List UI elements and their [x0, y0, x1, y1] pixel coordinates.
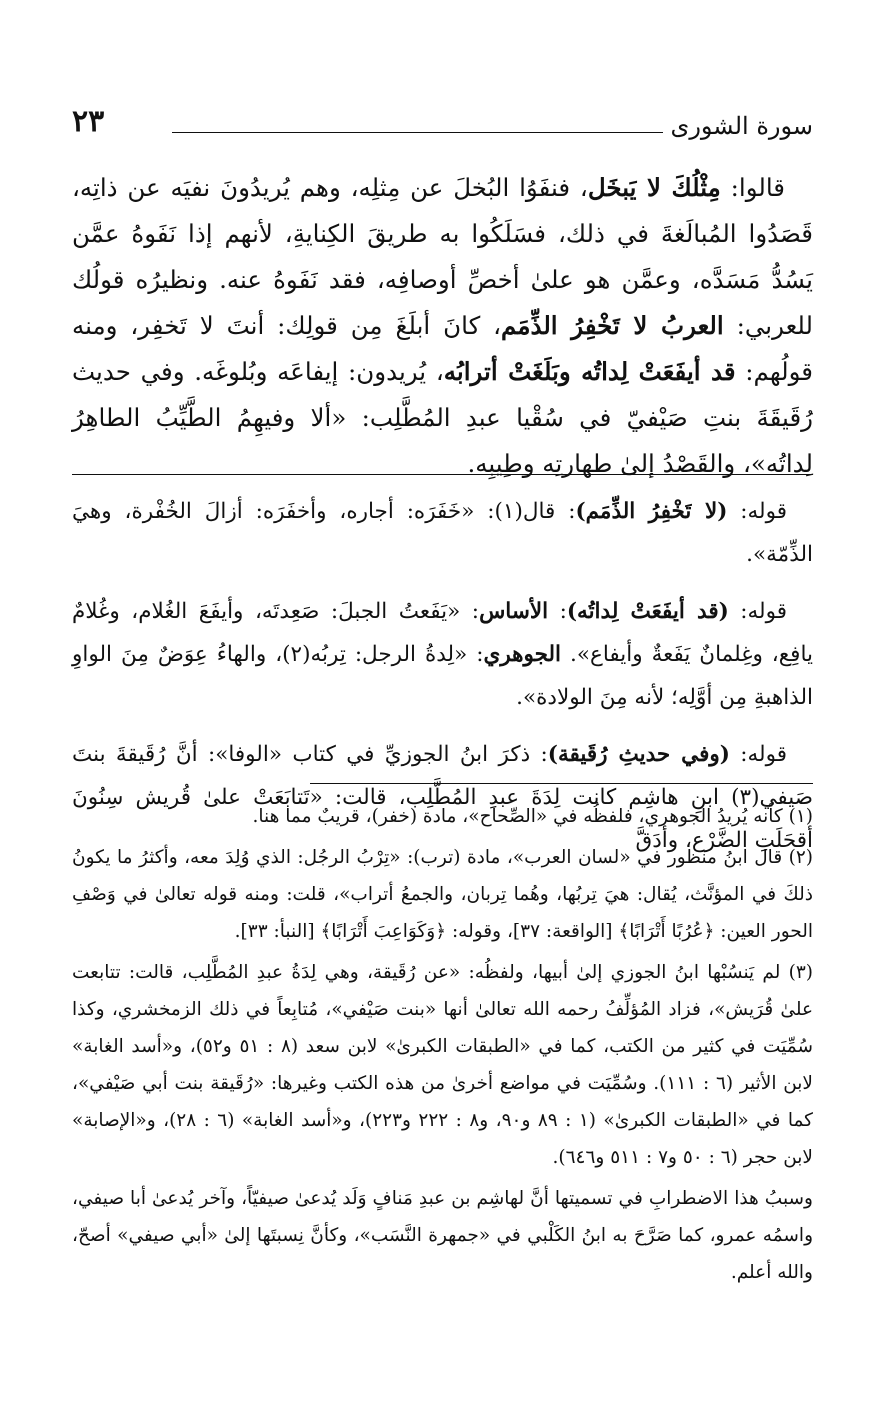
- bold-phrase: مِثْلُكَ لا يَبخَل: [587, 173, 721, 202]
- page-number: ٢٣: [72, 104, 105, 139]
- text-run: : قال(١): «خَفَرَه: أجاره، وأخفَرَه: أزالَ الخُفْرة، وهيَ الذِّمّة».: [72, 499, 813, 567]
- text-run: : «يَفَعتُ الجبلَ: صَعِدتَه، وأيفَعَ الغُلام، وغُلامٌ يافِع، وغِلمانٌ يَفَعةٌ وأيفاع».: [72, 599, 813, 667]
- text-run: ، كانَ أبلَغَ مِن قولِك: أنتَ لا تَخفِر، ومنه قولُهم:: [72, 311, 813, 386]
- footnote-3-continuation: وسببُ هذا الاضطرابِ في تسميتها أنَّ لهاشِم بن عبدِ مَنافٍ وَلَد يُدعىٰ صيفيّاً، وآخر يُدعىٰ أبا صيفي، واسمُه عمرو، كما صَرَّحَ به ابنُ الكَلْبي في «جمهرة النَّسَب»، وكأنَّ نِسبتَها إلىٰ «أبي صيفي» أصحّ، والله أعلم.: [72, 1188, 813, 1283]
- bold-phrase: الأساس: [479, 599, 549, 624]
- header-rule: [172, 132, 663, 133]
- text-run: : ذكرَ ابنُ الجوزيِّ في كتاب «الوفا»: أنَّ رُقَيقةَ بنتَ صَيفي(٣) ابنِ هاشِم كانت لِدَةَ عبدِ المُطَّلِب، قالت: «تَتابَعَتْ علىٰ قُريش سِنُونَ أقحَلَتِ الضَّرْع، وأدَقَّ: [72, 742, 813, 853]
- footnote-divider: [310, 783, 813, 784]
- section-divider: [72, 474, 813, 475]
- text-run: : «لِدةُ الرجل: تِربُه(٢)، والهاءُ عِوَضٌ مِنَ الواوِ الذاهبةِ مِن أوَّلِه؛ لأنه مِنَ الولادة».: [72, 642, 813, 710]
- text-run: قالوا:: [720, 173, 786, 202]
- footnotes: [72, 798, 813, 1295]
- text-run: قوله:: [727, 499, 787, 524]
- bold-phrase: (وفي حديثِ رُقَيقة): [547, 742, 730, 767]
- main-text: [72, 165, 813, 487]
- footnote-2: (٢) قال ابنُ منظور في «لسان العرب»، مادة (ترب): «تِرْبُ الرجُل: الذي وُلِدَ معه، وأكثرُ ما يكونُ ذلكَ في المؤنَّث، يُقال: هيَ تِربُها، وهُما تِربان، والجمعُ أتراب»، قلت: ومنه قوله تعالىٰ في وَصْفِ الحور العين: ﴿عُرُبًا أَتْرَابًا﴾ [الواقعة: ٣٧]، وقوله: ﴿وَكَوَاعِبَ أَتْرَابًا﴾ [النبأ: ٣٣].: [72, 847, 813, 942]
- footnote-3: (٣) لم يَنسُبْها ابنُ الجوزي إلىٰ أبيها، ولفظُه: «عن رُقَيقة، وهي لِدَةُ عبدِ المُطَّلِب، قالت: تتابعت علىٰ قُرَيش»، فزاد المُؤلِّفُ رحمه الله تعالىٰ أنها «بنت صَيْفي»، مُتابِعاً في ذلك الزمخشري، وكذا سُمِّيَت في كثير من الكتب، كما في «الطبقات الكبرىٰ» لابن سعد (٨ : ٥١ و٥٢)، و«أسد الغابة» لابن الأثير (٦ : ١١١). وسُمِّيَت في مواضع أخرىٰ من هذه الكتب وغيرها: «رُقَيقة بنت أبي صَيْفي»، كما في «الطبقات الكبرىٰ» (١ : ٨٩ و٩٠، و٨ : ٢٢٢ و٢٢٣)، و«أسد الغابة» (٦ : ٢٨)، و«الإصابة» لابن حجر (٦ : ٥٠ و٧ : ٥١١ و٦٤٦).: [72, 962, 813, 1168]
- text-run: قوله:: [728, 599, 787, 624]
- commentary-paragraph: [72, 490, 813, 576]
- surah-title: سورة الشورى: [670, 112, 813, 140]
- text-run: قوله:: [729, 742, 787, 767]
- bold-phrase: (قد أيفَعَتْ لِداتُه): [566, 599, 729, 624]
- text-run: ، فنفَوُا البُخلَ عن مِثلِه، وهم يُريدُونَ نفيَه عن ذاتِه، قَصَدُوا المُبالَغةَ في ذلك، فسَلَكُوا به طريقَ الكِنايةِ، لأنهم إذا نَفَوهُ عمَّن يَسُدُّ مَسَدَّه، وعمَّن هو علىٰ أخصِّ أوصافِه، فقد نَفَوهُ عنه. ونظيرُه قولُك للعربي:: [72, 173, 813, 340]
- text-run: :: [548, 599, 567, 624]
- footnote-1: (١) كأنه يُريدُ الجوهري، فلفظُه في «الصِّحاح»، مادة (خفر)، قريبٌ مما هنا.: [252, 806, 813, 827]
- page-header: [72, 104, 813, 148]
- bold-phrase: الجوهري: [483, 642, 562, 667]
- bold-phrase: العربُ لا تَخْفِرُ الذِّمَم: [501, 311, 724, 340]
- text-run: ، يُريدون: إيفاعَه وبُلوغَه. وفي حديث رُقَيقَةَ بنتِ صَيْفيّ في سُقْيا عبدِ المُطَّلِب: «ألا وفيهِمُ الطَّيِّبُ الطاهِرُ لِداتُه»، والقَصْدُ إلىٰ طهارتِه وطِيبِه.: [72, 357, 813, 478]
- bold-phrase: قد أيفَعَتْ لِداتُه وبَلَغَتْ أترابُه: [443, 357, 736, 386]
- main-paragraph: [72, 165, 813, 487]
- bold-phrase: (لا تَخْفِرُ الذِّمَم): [575, 499, 728, 524]
- commentary-paragraph: [72, 590, 813, 719]
